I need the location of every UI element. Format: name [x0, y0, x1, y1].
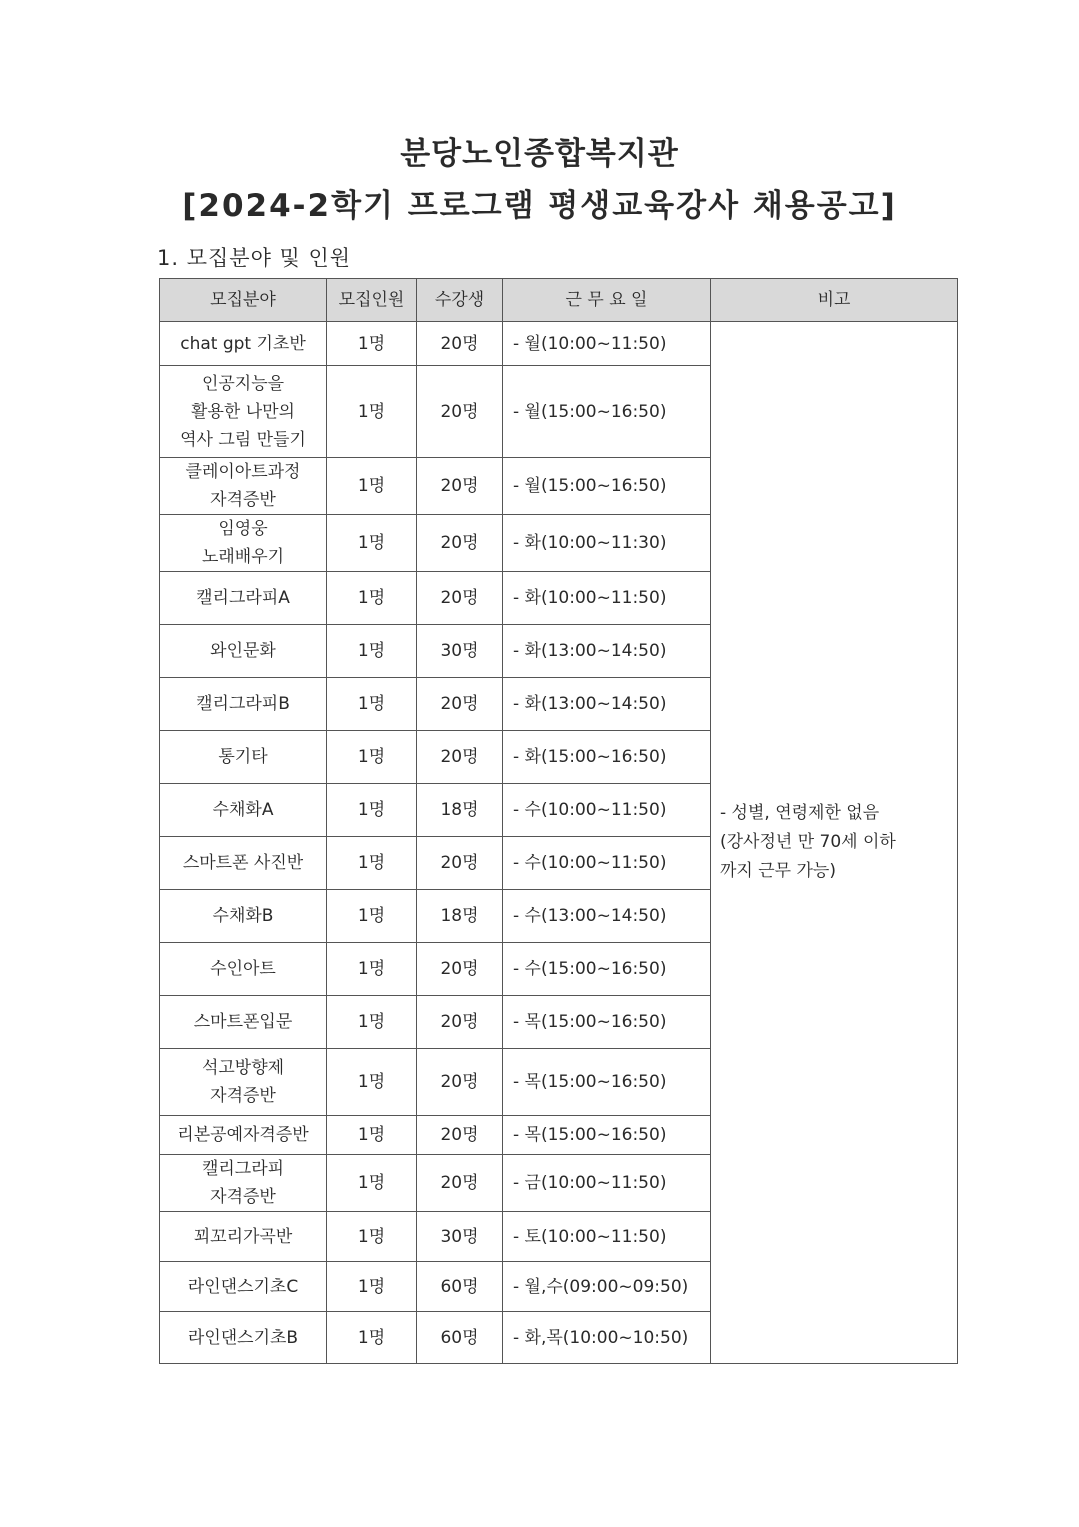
- recruit-count: 1명: [327, 943, 417, 996]
- program-name: [160, 943, 327, 996]
- student-count: 18명: [417, 890, 503, 943]
- work-schedule: - 목(15:00~16:50): [503, 1116, 711, 1155]
- work-schedule: - 토(10:00~11:50): [503, 1212, 711, 1262]
- student-count: 20명: [417, 731, 503, 784]
- work-schedule: - 목(15:00~16:50): [503, 1049, 711, 1116]
- program-name-line: 스마트폰입문: [193, 1012, 293, 1032]
- table-row: [160, 322, 958, 366]
- recruit-count: 1명: [327, 678, 417, 731]
- section-heading: 1. 모집분야 및 인원: [157, 246, 352, 270]
- program-name: [160, 1049, 327, 1116]
- program-name-line: 노래배우기: [201, 547, 285, 567]
- program-name: [160, 1155, 327, 1212]
- program-name: [160, 678, 327, 731]
- work-schedule: - 수(10:00~11:50): [503, 784, 711, 837]
- student-count: 20명: [417, 1049, 503, 1116]
- work-schedule: - 목(15:00~16:50): [503, 996, 711, 1049]
- program-name-line: 수인아트: [210, 959, 276, 979]
- recruit-count: 1명: [327, 1155, 417, 1212]
- program-name: [160, 322, 327, 366]
- recruit-count: 1명: [327, 1262, 417, 1312]
- student-count: 18명: [417, 784, 503, 837]
- program-name: [160, 458, 327, 515]
- program-name: [160, 366, 327, 458]
- program-name: [160, 572, 327, 625]
- program-name: [160, 515, 327, 572]
- recruit-count: 1명: [327, 1116, 417, 1155]
- header-students: 수강생: [417, 279, 503, 322]
- document-subtitle: [2024-2학기 프로그램 평생교육강사 채용공고]: [182, 188, 897, 224]
- recruit-count: 1명: [327, 515, 417, 572]
- program-name-line: 수채화B: [212, 906, 274, 926]
- program-name-line: chat gpt 기초반: [180, 333, 306, 354]
- program-name: [160, 625, 327, 678]
- recruit-count: 1명: [327, 731, 417, 784]
- header-field: 모집분야: [160, 279, 327, 322]
- remarks-line: (강사정년 만 70세 이하: [720, 832, 896, 852]
- work-schedule: - 화(10:00~11:50): [503, 572, 711, 625]
- program-name-line: 석고방향제: [201, 1058, 285, 1078]
- program-name-line: 리본공예자격증반: [177, 1125, 309, 1145]
- student-count: 60명: [417, 1312, 503, 1364]
- work-schedule: - 수(13:00~14:50): [503, 890, 711, 943]
- program-name: [160, 1116, 327, 1155]
- student-count: 20명: [417, 366, 503, 458]
- work-schedule: - 월(10:00~11:50): [503, 322, 711, 366]
- student-count: 20명: [417, 996, 503, 1049]
- recruit-count: 1명: [327, 1212, 417, 1262]
- student-count: 20명: [417, 458, 503, 515]
- remarks-line: - 성별, 연령제한 없음: [720, 803, 880, 823]
- program-name-line: 라인댄스기초C: [187, 1276, 299, 1297]
- header-recruits: 모집인원: [327, 279, 417, 322]
- student-count: 20명: [417, 1155, 503, 1212]
- student-count: 60명: [417, 1262, 503, 1312]
- work-schedule: - 월(15:00~16:50): [503, 458, 711, 515]
- program-name-line: 클레이아트과정: [185, 462, 301, 482]
- program-name: [160, 731, 327, 784]
- work-schedule: - 수(10:00~11:50): [503, 837, 711, 890]
- program-name-line: 역사 그림 만들기: [180, 429, 306, 450]
- program-name-line: 수채화A: [212, 800, 274, 820]
- program-name: [160, 1212, 327, 1262]
- recruit-count: 1명: [327, 996, 417, 1049]
- recruit-count: 1명: [327, 458, 417, 515]
- student-count: 30명: [417, 625, 503, 678]
- program-name-line: 통기타: [218, 747, 268, 767]
- program-name-line: 꾀꼬리가곡반: [193, 1226, 293, 1247]
- program-name: [160, 890, 327, 943]
- student-count: 20명: [417, 322, 503, 366]
- program-name-line: 자격증반: [210, 1086, 276, 1106]
- work-schedule: - 화(10:00~11:30): [503, 515, 711, 572]
- program-name-line: 캘리그라피B: [196, 694, 290, 714]
- recruit-count: 1명: [327, 1049, 417, 1116]
- program-name: [160, 784, 327, 837]
- recruit-count: 1명: [327, 890, 417, 943]
- recruit-count: 1명: [327, 572, 417, 625]
- recruit-count: 1명: [327, 784, 417, 837]
- header-remarks: 비고: [711, 279, 958, 322]
- work-schedule: - 화,목(10:00~10:50): [503, 1312, 711, 1364]
- program-name-line: 캘리그라피: [201, 1159, 285, 1179]
- student-count: 20명: [417, 1116, 503, 1155]
- program-name: [160, 996, 327, 1049]
- student-count: 30명: [417, 1212, 503, 1262]
- program-name-line: 와인문화: [210, 641, 276, 661]
- recruit-count: 1명: [327, 366, 417, 458]
- work-schedule: - 금(10:00~11:50): [503, 1155, 711, 1212]
- recruitment-table: [159, 278, 958, 1364]
- program-name-line: 스마트폰 사진반: [182, 853, 304, 873]
- program-name: [160, 1262, 327, 1312]
- recruit-count: 1명: [327, 1312, 417, 1364]
- work-schedule: - 화(15:00~16:50): [503, 731, 711, 784]
- table-header-row: [160, 279, 958, 322]
- program-name-line: 자격증반: [210, 490, 276, 510]
- remarks-line: 까지 근무 가능): [720, 861, 836, 881]
- document-title: 분당노인종합복지관: [400, 136, 679, 172]
- recruit-count: 1명: [327, 625, 417, 678]
- program-name-line: 자격증반: [210, 1187, 276, 1207]
- work-schedule: - 화(13:00~14:50): [503, 678, 711, 731]
- program-name: [160, 1312, 327, 1364]
- program-name-line: 활용한 나만의: [191, 401, 295, 422]
- program-name-line: 라인댄스기초B: [187, 1327, 299, 1348]
- work-schedule: - 월(15:00~16:50): [503, 366, 711, 458]
- remarks-cell: [711, 322, 958, 1364]
- program-name: [160, 837, 327, 890]
- student-count: 20명: [417, 678, 503, 731]
- student-count: 20명: [417, 572, 503, 625]
- recruit-count: 1명: [327, 322, 417, 366]
- work-schedule: - 월,수(09:00~09:50): [503, 1262, 711, 1312]
- student-count: 20명: [417, 837, 503, 890]
- program-name-line: 인공지능을: [201, 373, 285, 394]
- work-schedule: - 화(13:00~14:50): [503, 625, 711, 678]
- header-schedule: 근 무 요 일: [503, 279, 711, 322]
- recruit-count: 1명: [327, 837, 417, 890]
- work-schedule: - 수(15:00~16:50): [503, 943, 711, 996]
- program-name-line: 캘리그라피A: [196, 588, 290, 608]
- program-name-line: 임영웅: [218, 519, 268, 539]
- student-count: 20명: [417, 943, 503, 996]
- student-count: 20명: [417, 515, 503, 572]
